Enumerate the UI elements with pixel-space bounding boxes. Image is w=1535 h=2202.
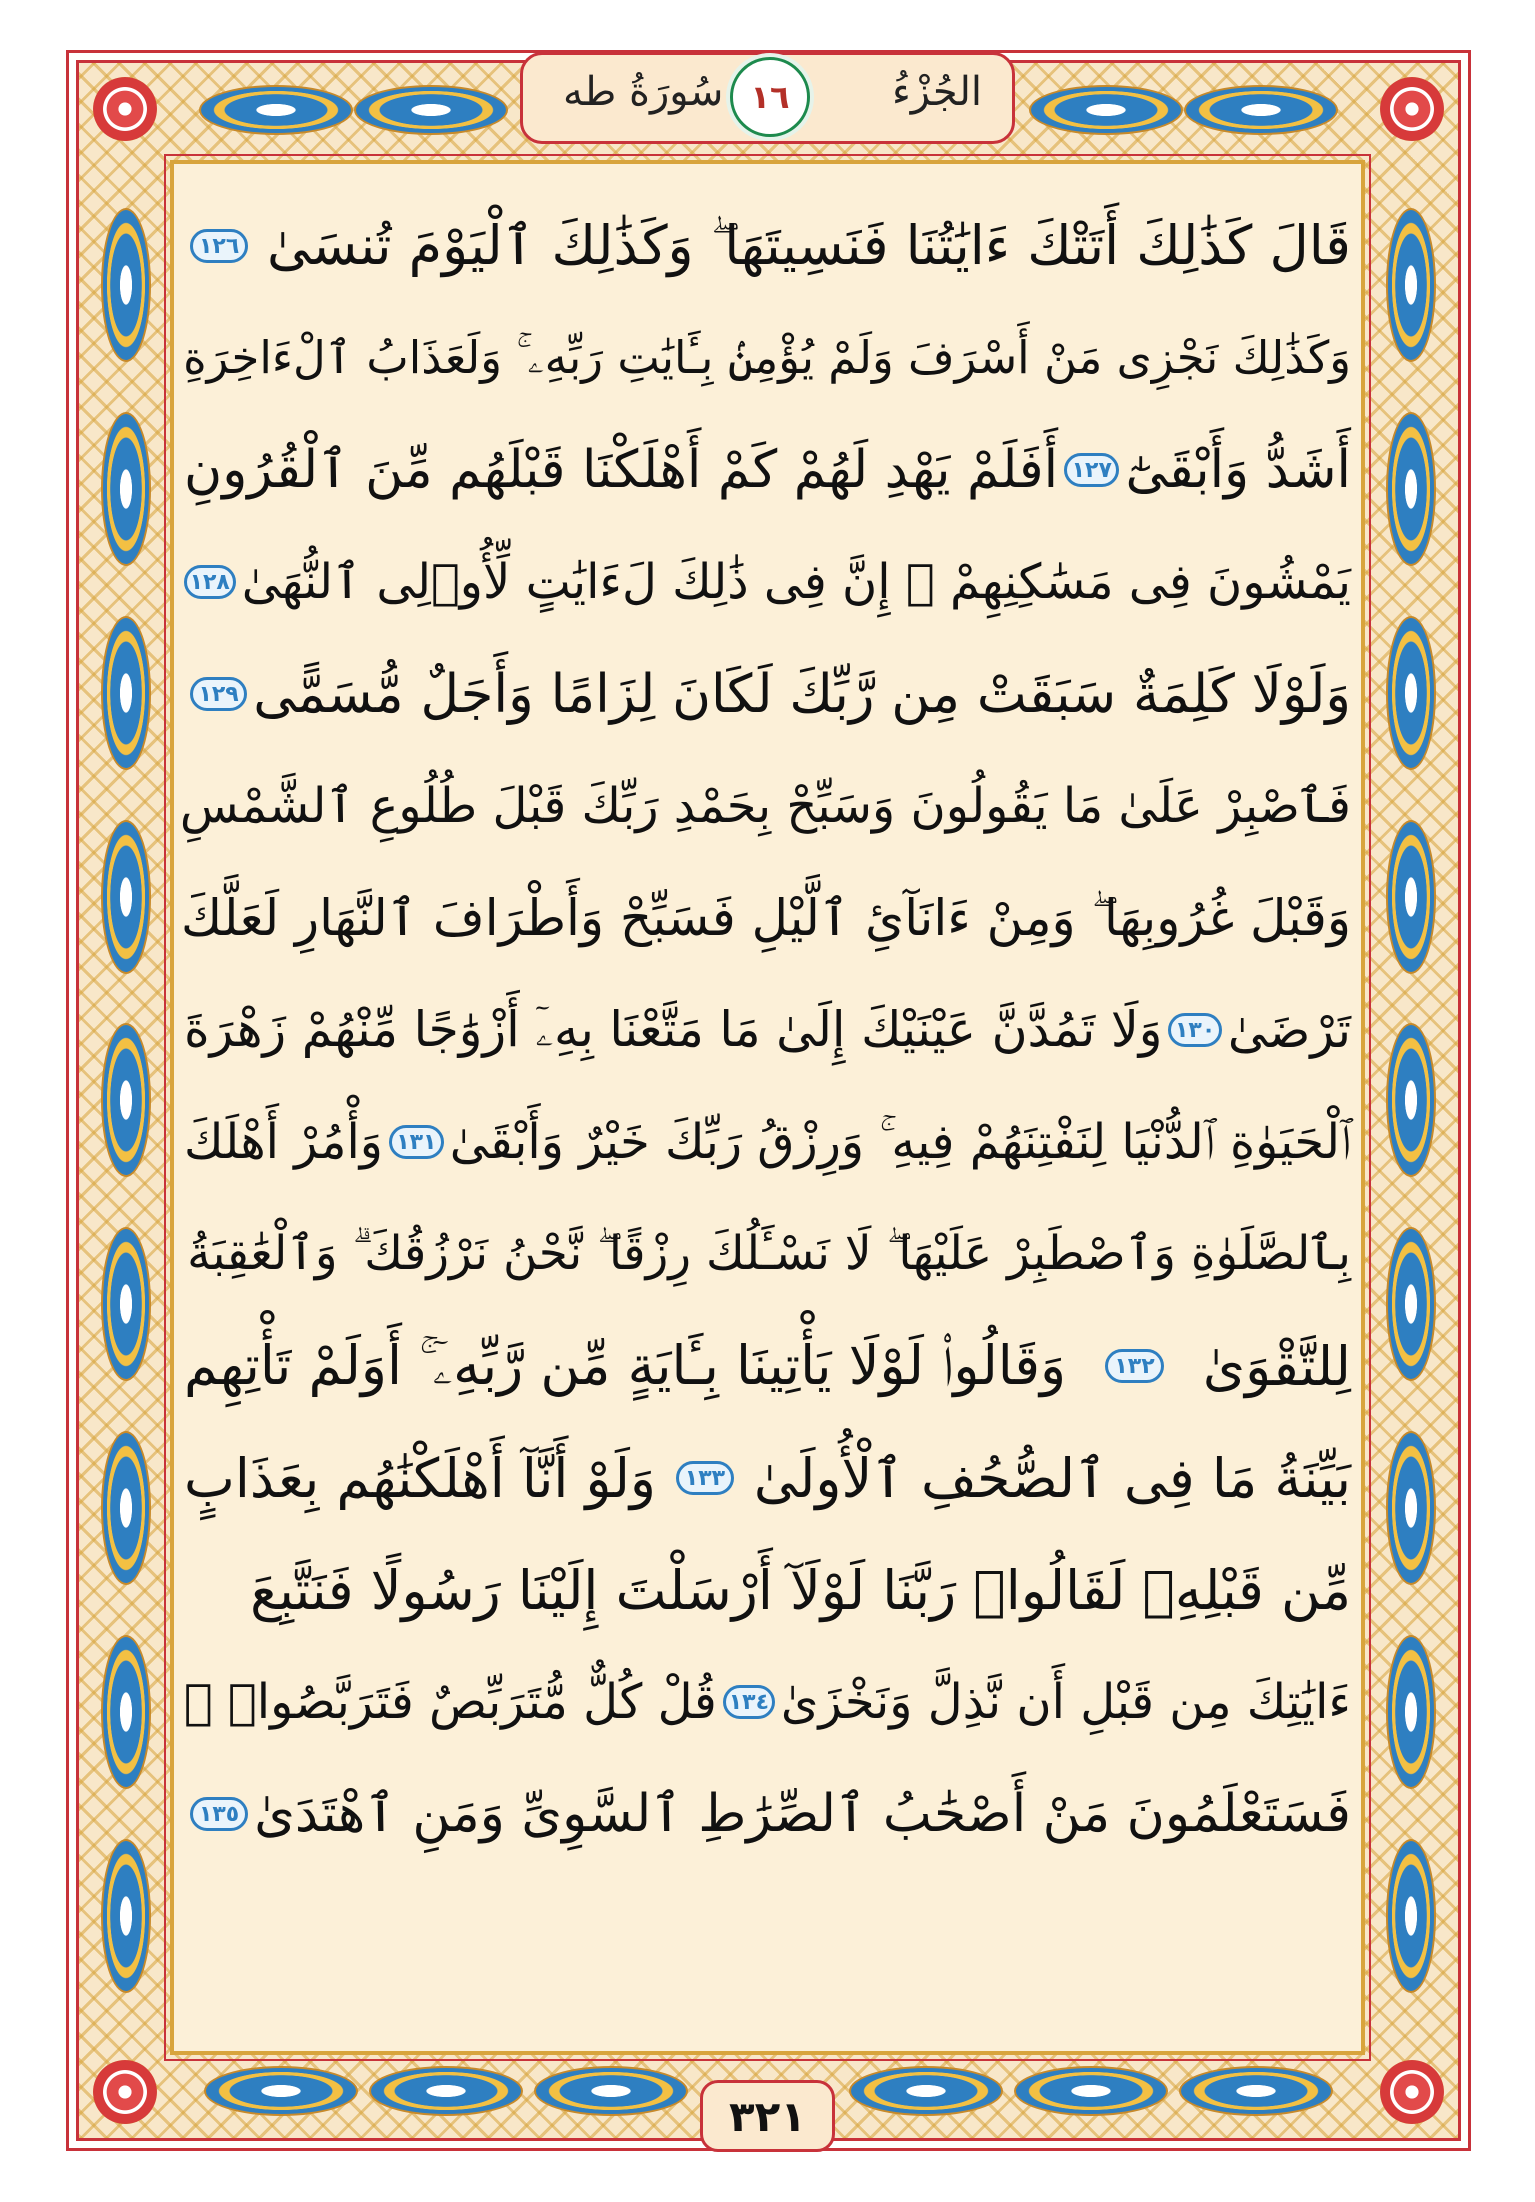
- ornament-icon: [101, 820, 151, 974]
- page-number: ٣٢١: [729, 2091, 806, 2141]
- ornament-icon: [101, 1839, 151, 1993]
- ayah-number-marker: ١٣١: [389, 1125, 444, 1159]
- surah-name: سُورَةُ طه: [563, 69, 724, 115]
- verse-text: أَفَلَمْ يَهْدِ لَهُمْ كَمْ أَهْلَكْنَا قَبْلَهُم مِّنَ ٱلْقُرُونِ: [184, 440, 1059, 500]
- ayah-number-marker: ١٣٢: [1105, 1349, 1163, 1383]
- text-line: [180, 1086, 1355, 1198]
- ayah-number-marker: ١٣٥: [190, 1797, 248, 1831]
- text-line: [180, 1198, 1355, 1310]
- text-line: [180, 638, 1355, 750]
- ornament-icon: [1386, 1023, 1436, 1177]
- text-line: [180, 302, 1355, 414]
- ornament-icon: [101, 1227, 151, 1381]
- text-line: [180, 1422, 1355, 1534]
- verse-text: ءَايَٰتِكَ مِن قَبْلِ أَن نَّذِلَّ وَنَخْزَىٰ: [780, 1674, 1351, 1730]
- ornament-icon: [369, 2066, 523, 2116]
- ornament-icon: [1386, 208, 1436, 362]
- ornament-icon: [534, 2066, 688, 2116]
- ornament-icon: [354, 85, 508, 135]
- quran-text: [180, 190, 1355, 1870]
- text-line: [180, 1646, 1355, 1758]
- ayah-number-marker: ١٢٧: [1064, 453, 1119, 487]
- page-footer: [700, 2080, 835, 2152]
- corner-rosette-icon: [1380, 77, 1444, 141]
- verse-text: وَلَوْلَا كَلِمَةٌ سَبَقَتْ مِن رَّبِّكَ لَكَانَ لِزَامًا وَأَجَلٌ مُّسَمًّى: [253, 663, 1351, 725]
- ornament-icon: [199, 85, 353, 135]
- text-line: [180, 862, 1355, 974]
- ornament-icon: [1386, 1839, 1436, 1993]
- ayah-number-marker: ١٣٤: [723, 1685, 775, 1719]
- ornament-icon: [1014, 2066, 1168, 2116]
- text-line: [180, 1534, 1355, 1646]
- ornament-icon: [101, 208, 151, 362]
- text-line: [180, 1758, 1355, 1870]
- ornament-icon: [849, 2066, 1003, 2116]
- juz-number: ١٦: [750, 78, 790, 116]
- verse-text: ٱلْحَيَوٰةِ ٱلدُّنْيَا لِنَفْتِنَهُمْ فِيهِ ۚ وَرِزْقُ رَبِّكَ خَيْرٌ وَأَبْقَىٰ: [449, 1113, 1351, 1170]
- verse-text: بِٱلصَّلَوٰةِ وَٱصْطَبِرْ عَلَيْهَا ۖ لَا نَسْـَٔلُكَ رِزْقًا ۖ نَّحْنُ نَرْزُقُكَ ۗ وَٱلْعَٰقِبَةُ: [187, 1226, 1351, 1281]
- verse-text: وَلَوْ أَنَّآ أَهْلَكْنَٰهُم بِعَذَابٍ: [184, 1446, 656, 1510]
- frame-right-column: [1372, 183, 1450, 2018]
- verse-text: وَلَا تَمُدَّنَّ عَيْنَيْكَ إِلَىٰ مَا مَتَّعْنَا بِهِۦٓ أَزْوَٰجًا مِّنْهُمْ زَهْرَةَ: [184, 1001, 1163, 1058]
- text-line: [180, 750, 1355, 862]
- verse-text: يَمْشُونَ فِى مَسَٰكِنِهِمْ ۗ إِنَّ فِى ذَٰلِكَ لَءَايَٰتٍ لِّأُو۟لِى ٱلنُّهَىٰ: [241, 554, 1351, 610]
- verse-text: وَقَالُوا۟ لَوْلَا يَأْتِينَا بِـَٔايَةٍ مِّن رَّبِّهِۦٓ ۚ أَوَلَمْ تَأْتِهِم: [184, 1334, 1067, 1397]
- verse-text: أَشَدُّ وَأَبْقَىٰٓ: [1125, 440, 1351, 500]
- verse-text: وَأْمُرْ أَهْلَكَ: [184, 1114, 383, 1170]
- text-line: [180, 190, 1355, 302]
- juz-label: الجُزْءُ: [892, 69, 982, 115]
- ornament-icon: [1386, 616, 1436, 770]
- verse-text: وَكَذَٰلِكَ نَجْزِى مَنْ أَسْرَفَ وَلَمْ يُؤْمِنۢ بِـَٔايَٰتِ رَبِّهِۦ ۚ وَلَعَذَابُ ٱلْءَاخِرَةِ: [183, 331, 1351, 384]
- ayah-number-marker: ١٢٨: [184, 565, 236, 599]
- ayah-number-marker: ١٢٩: [190, 677, 247, 711]
- corner-rosette-icon: [93, 2060, 157, 2124]
- text-line: [180, 974, 1355, 1086]
- verse-text: تَرْضَىٰ: [1227, 1001, 1351, 1059]
- juz-medallion-icon: [730, 57, 810, 137]
- frame-left-column: [87, 183, 165, 2018]
- ayah-number-marker: ١٣٠: [1168, 1013, 1221, 1047]
- ayah-number-marker: ١٣٣: [676, 1461, 734, 1495]
- ornament-icon: [1386, 412, 1436, 566]
- ornament-icon: [1386, 1227, 1436, 1381]
- corner-rosette-icon: [93, 77, 157, 141]
- verse-text: فَٱصْبِرْ عَلَىٰ مَا يَقُولُونَ وَسَبِّحْ بِحَمْدِ رَبِّكَ قَبْلَ طُلُوعِ ٱلشَّمْسِ: [179, 778, 1351, 834]
- ornament-icon: [101, 412, 151, 566]
- ornament-icon: [101, 1023, 151, 1177]
- text-line: [180, 526, 1355, 638]
- verse-text: بَيِّنَةُ مَا فِى ٱلصُّحُفِ ٱلْأُولَىٰ: [753, 1446, 1351, 1510]
- ornament-icon: [1386, 820, 1436, 974]
- ornament-icon: [1184, 85, 1338, 135]
- verse-text: مِّن قَبْلِهِۦ لَقَالُوا۟ رَبَّنَا لَوْلَآ أَرْسَلْتَ إِلَيْنَا رَسُولًا فَنَتَّبِعَ: [250, 1558, 1351, 1622]
- ornament-icon: [101, 616, 151, 770]
- ornament-icon: [1386, 1635, 1436, 1789]
- text-line: [180, 1310, 1355, 1422]
- ornament-icon: [204, 2066, 358, 2116]
- ornament-icon: [101, 1431, 151, 1585]
- ornament-icon: [101, 1635, 151, 1789]
- text-line: [180, 414, 1355, 526]
- verse-text: لِلتَّقْوَىٰ: [1202, 1334, 1351, 1398]
- verse-text: فَسَتَعْلَمُونَ مَنْ أَصْحَٰبُ ٱلصِّرَٰطِ ٱلسَّوِىِّ وَمَنِ ٱهْتَدَىٰ: [254, 1784, 1351, 1844]
- ornament-icon: [1179, 2066, 1333, 2116]
- corner-rosette-icon: [1380, 2060, 1444, 2124]
- ornament-icon: [1029, 85, 1183, 135]
- ornament-icon: [1386, 1431, 1436, 1585]
- verse-text: قَالَ كَذَٰلِكَ أَتَتْكَ ءَايَٰتُنَا فَنَسِيتَهَا ۖ وَكَذَٰلِكَ ٱلْيَوْمَ تُنسَىٰ: [266, 214, 1351, 277]
- ayah-number-marker: ١٢٦: [190, 229, 248, 263]
- page-header: [520, 52, 1015, 144]
- verse-text: قُلْ كُلٌّ مُّتَرَبِّصٌ فَتَرَبَّصُوا۟ ۖ: [183, 1674, 717, 1730]
- verse-text: وَقَبْلَ غُرُوبِهَا ۖ وَمِنْ ءَانَآئِ ٱلَّيْلِ فَسَبِّحْ وَأَطْرَافَ ٱلنَّهَارِ لَعَلَّكَ: [181, 888, 1351, 947]
